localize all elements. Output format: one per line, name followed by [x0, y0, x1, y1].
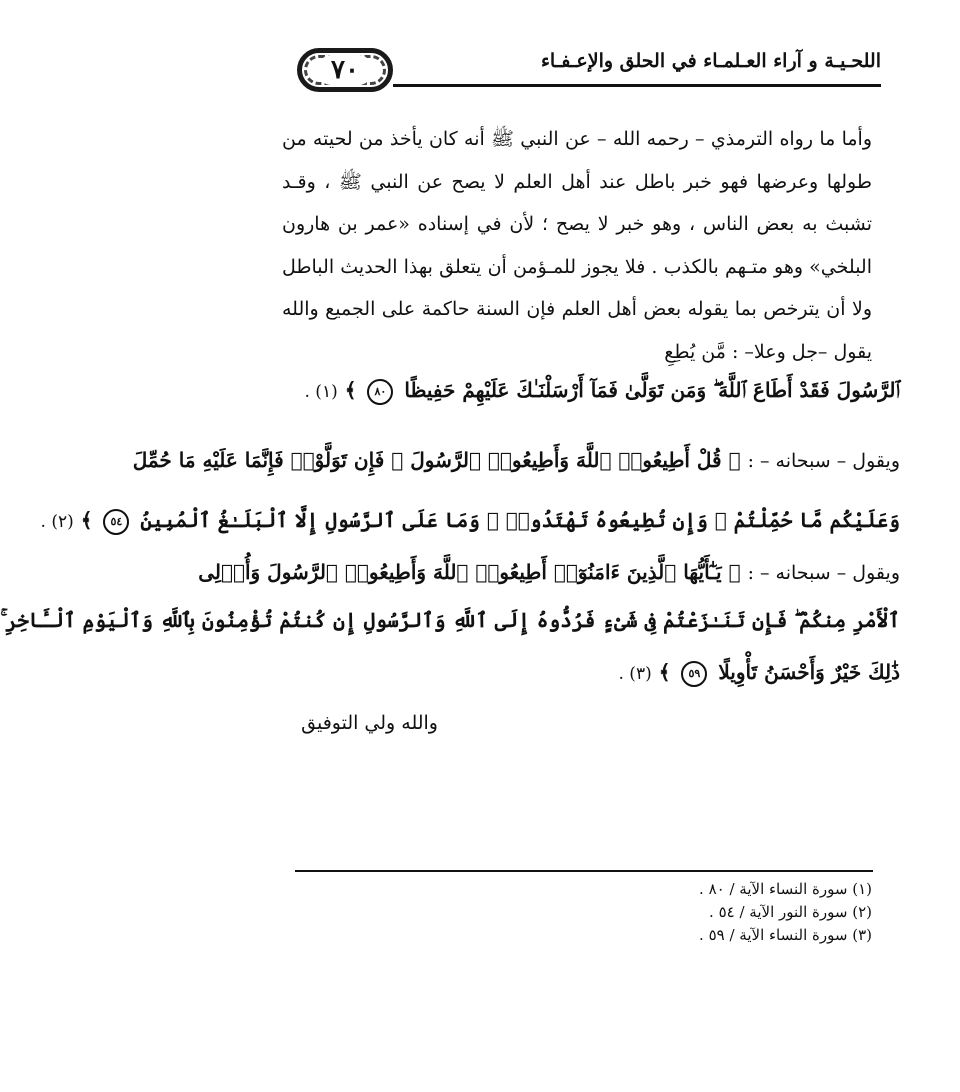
verse-intro: ويقول – سبحانه – :: [747, 562, 900, 584]
closing-line: والله ولي التوفيق: [301, 712, 438, 734]
verse-text: ذَٰلِكَ خَيْرٌ وَأَحْسَنُ تَأْوِيلًا: [718, 660, 900, 684]
ayah-number-marker: ٥٩: [681, 661, 707, 687]
closing-bracket-icon: ﴾: [344, 378, 357, 402]
footnote-reference: (٢) .: [40, 512, 74, 532]
footnotes: [282, 878, 872, 947]
closing-bracket-icon: ﴾: [80, 508, 93, 532]
opening-bracket-icon: ﴿: [728, 448, 741, 472]
verse-line-3: [40, 508, 900, 535]
page-number-badge: [297, 48, 393, 92]
verse-line-5: [0, 608, 900, 632]
ayah-number-marker: ٥٤: [103, 509, 129, 535]
verse-line-4: [198, 560, 900, 584]
verse-line-2: [132, 448, 900, 472]
verse-line-6: [260, 660, 900, 687]
verse-intro: ويقول – سبحانه – :: [747, 450, 900, 472]
verse-text: ٱلْأَمْرِ مِنكُمْ ۖ فَإِن تَنَـٰزَعْتُمْ فِى شَىْءٍ فَرُدُّوهُ إِلَى ٱللَّهِ وَٱلرَّسُولِ إِن كُنتُمْ تُؤْمِنُونَ بِٱللَّهِ وَٱلْيَوْمِ ٱلْـَٔاخِرِ ۚ: [0, 608, 900, 632]
verse-text: يَـٰٓأَيُّهَا ٱلَّذِينَ ءَامَنُوٓا۟ أَطِيعُوا۟ ٱللَّهَ وَأَطِيعُوا۟ ٱلرَّسُولَ وَأُو۟لِى: [198, 560, 722, 584]
verse-text: ٱلرَّسُولَ فَقَدْ أَطَاعَ ٱللَّهَ ۖ وَمَن تَوَلَّىٰ فَمَآ أَرْسَلْنَـٰكَ عَلَيْهِمْ حَفِيظًا: [404, 378, 900, 402]
opening-bracket-icon: ﴿: [728, 560, 741, 584]
footnote-3: (٣) سورة النساء الآية / ٥٩ .: [699, 926, 872, 944]
main-paragraph: [282, 118, 872, 373]
running-title: اللحـيـة و آراء العـلمـاء في الحلق والإعـفـاء: [540, 50, 881, 72]
ayah-number-marker: ٨٠: [367, 379, 393, 405]
footnote-2: (٢) سورة النور الآية / ٥٤ .: [709, 903, 872, 921]
header-rule: [393, 84, 881, 87]
paragraph-text: وأما ما رواه الترمذي – رحمه الله – عن النبي ﷺ أنه كان يأخذ من لحيته من طولها وعرضها فهو خبر باطل عند أهل العلم لا يصح عن النبي ﷺ ، وقـد تشبث به بعض الناس ، وهو خبر لا يصح ؛ لأن في إسناده «عمر بن هارون البلخي» وهو متـهم بالكذب . فلا يجوز للمـؤمن أن يتعلق بهذا الحديث الباطل ولا أن يترخص بما يقوله بعض أهل العلم فإن السنة حاكمة على الجميع والله يقول –جل وعلا– : مَّن يُطِعِ: [282, 128, 872, 363]
verse-text: قُلْ أَطِيعُوا۟ ٱللَّهَ وَأَطِيعُوا۟ ٱلرَّسُولَ ۖ فَإِن تَوَلَّوْا۟ فَإِنَّمَا عَلَيْهِ مَا حُمِّلَ: [132, 448, 722, 472]
footnote-divider: [295, 870, 873, 872]
footnote-reference: (٣) .: [618, 664, 652, 684]
verse-line-1: [260, 378, 900, 405]
footnote-reference: (١) .: [304, 382, 338, 402]
verse-text: وَعَلَيْكُم مَّا حُمِّلْتُمْ ۖ وَإِن تُطِيعُوهُ تَهْتَدُوا۟ ۚ وَمَا عَلَى ٱلرَّسُولِ إِلَّا ٱلْبَلَـٰغُ ٱلْمُبِينُ: [140, 508, 900, 532]
page-number: ٧٠: [319, 55, 371, 85]
footnote-1: (١) سورة النساء الآية / ٨٠ .: [699, 880, 872, 898]
closing-bracket-icon: ﴾: [658, 660, 671, 684]
page-header: [297, 44, 881, 102]
